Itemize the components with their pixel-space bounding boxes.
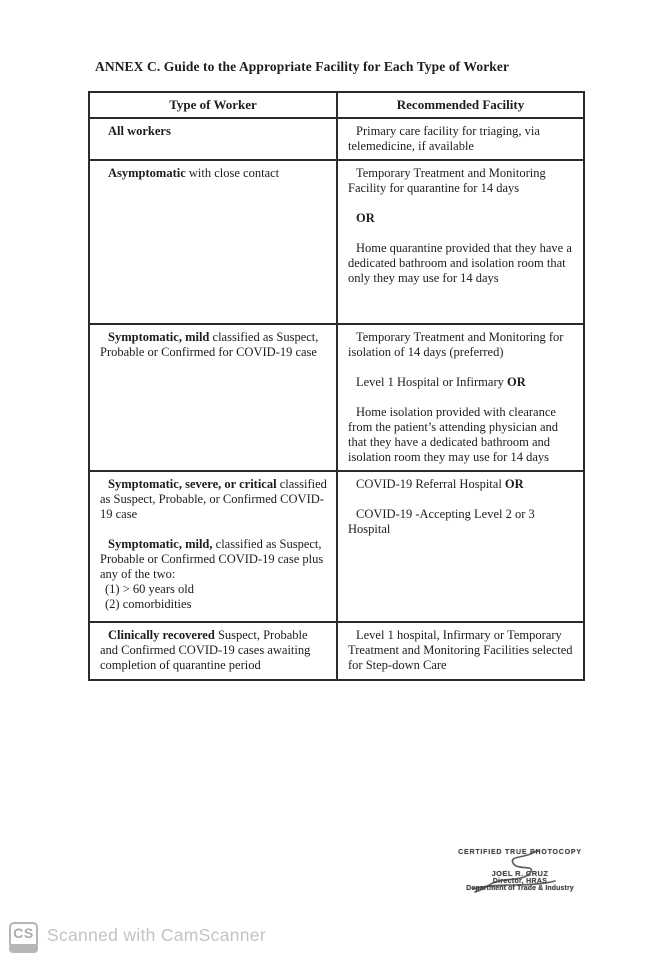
- certified-true-photocopy-label: CERTIFIED TRUE PHOTOCOPY: [458, 849, 582, 856]
- cell-paragraph: Primary care facility for triaging, via telemedicine, if available: [348, 124, 540, 153]
- cell-paragraph: Level 1 Hospital or Infirmary OR: [356, 375, 526, 389]
- recommended-facility-cell: [338, 119, 583, 159]
- camscanner-logo-base: [9, 945, 38, 953]
- table-row: [90, 472, 583, 623]
- worker-type-cell: [90, 623, 338, 679]
- cell-paragraph: Asymptomatic with close contact: [108, 166, 280, 180]
- signature-scribble-icon: [468, 846, 580, 902]
- worker-type-cell: [90, 119, 338, 159]
- recommended-facility-cell: [338, 325, 583, 470]
- cell-paragraph: (1) > 60 years old: [105, 582, 194, 596]
- header-type-of-worker: Type of Worker: [90, 93, 338, 117]
- cell-paragraph: Temporary Treatment and Monitoring for isolation of 14 days (preferred): [348, 330, 564, 359]
- worker-type-cell: [90, 472, 338, 621]
- cell-paragraph: COVID-19 -Accepting Level 2 or 3 Hospital: [348, 507, 535, 536]
- certifier-name: JOEL R. CRUZ: [491, 869, 549, 878]
- camscanner-watermark: Scanned with CamScanner: [47, 925, 266, 945]
- cell-paragraph: Clinically recovered Suspect, Probable and Confirmed COVID-19 cases awaiting completion of quarantine period: [100, 628, 311, 672]
- cell-paragraph: Symptomatic, mild classified as Suspect, Probable or Confirmed for COVID-19 case: [100, 330, 319, 359]
- cell-paragraph: COVID-19 Referral Hospital OR: [356, 477, 524, 491]
- document-title: ANNEX C. Guide to the Appropriate Facility for Each Type of Worker: [95, 59, 510, 74]
- facility-table-body: [90, 119, 583, 679]
- recommended-facility-cell: [338, 623, 583, 679]
- camscanner-logo-icon: CS: [9, 922, 38, 946]
- certifier-position: Director, HRAS: [492, 878, 548, 885]
- worker-type-cell: [90, 325, 338, 470]
- table-row: [90, 119, 583, 161]
- cell-paragraph: Home isolation provided with clearance from the patient’s attending physician and that they have a dedicated bathroom and isolation room they may use for 14 days: [348, 405, 559, 464]
- facility-table: [88, 91, 585, 681]
- recommended-facility-cell: [338, 161, 583, 323]
- table-row: [90, 325, 583, 472]
- recommended-facility-cell: [338, 472, 583, 621]
- table-row: [90, 623, 583, 679]
- table-row: [90, 161, 583, 325]
- certifier-department: Department of Trade & Industry: [466, 885, 574, 892]
- worker-type-cell: [90, 161, 338, 323]
- cell-paragraph: Level 1 hospital, Infirmary or Temporary Treatment and Monitoring Facilities selected for Step-down Care: [348, 628, 573, 672]
- table-header-row: [90, 93, 583, 119]
- cell-paragraph: (2) comorbidities: [105, 597, 192, 611]
- cell-paragraph: OR: [356, 211, 375, 225]
- cell-paragraph: Home quarantine provided that they have a dedicated bathroom and isolation room that only they may use for 14 days: [348, 241, 572, 285]
- cell-paragraph: Symptomatic, severe, or critical classified as Suspect, Probable, or Confirmed COVID-19 case: [100, 477, 327, 521]
- cell-paragraph: Symptomatic, mild, classified as Suspect, Probable or Confirmed COVID-19 case plus any of the two:: [100, 537, 324, 581]
- cell-paragraph: Temporary Treatment and Monitoring Facility for quarantine for 14 days: [348, 166, 546, 195]
- cell-paragraph: All workers: [108, 124, 171, 138]
- header-recommended-facility: Recommended Facility: [396, 97, 525, 112]
- camscanner-footer: [0, 916, 654, 960]
